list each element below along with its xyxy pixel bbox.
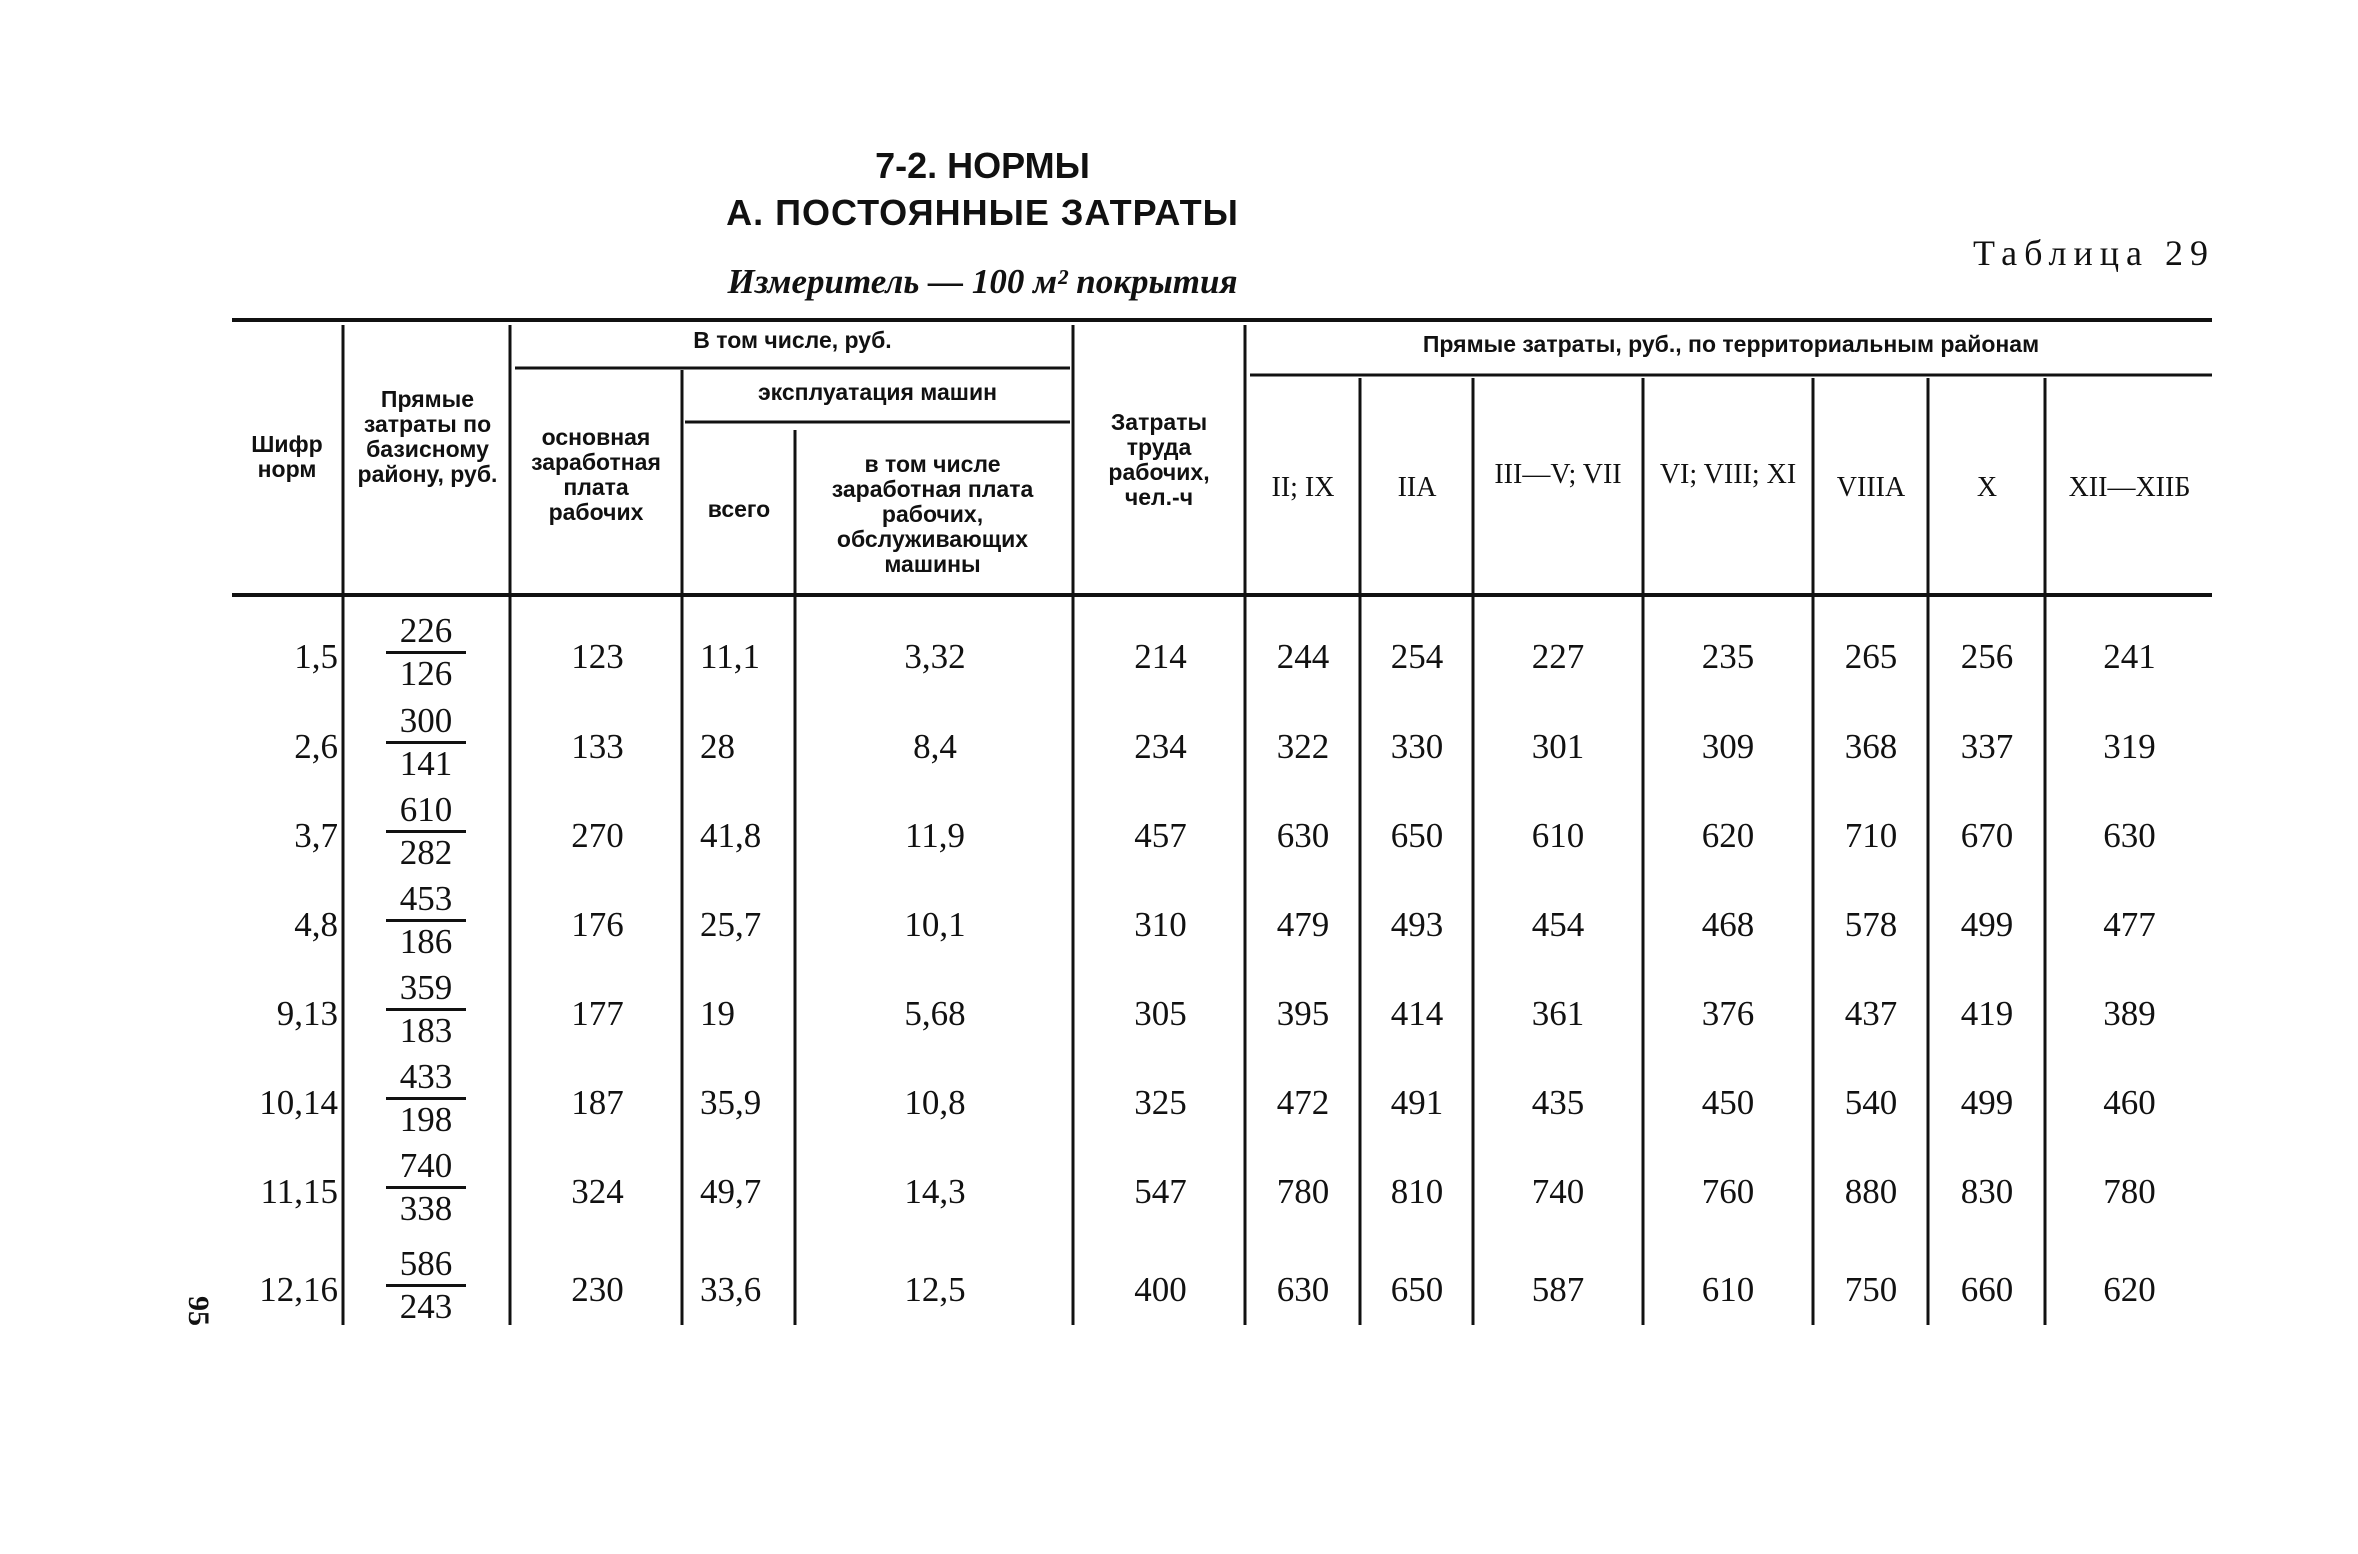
header-region-7: XII—XIIБ [2068, 472, 2191, 503]
cell-region-2: 493 [1390, 905, 1444, 944]
cell-code: 3,7 [294, 816, 338, 855]
direct-cost-denominator: 338 [386, 1186, 466, 1229]
direct-cost-denominator: 126 [386, 651, 466, 694]
header-region-3: III—V; VII [1494, 459, 1622, 490]
cell-base-wage: 177 [571, 994, 624, 1033]
cell-machine-wage: 11,9 [905, 816, 965, 855]
header-base-wage: основная заработная плата рабочих [531, 424, 661, 525]
cell-region-5: 368 [1844, 727, 1898, 766]
cell-region-3: 740 [1531, 1172, 1585, 1211]
section-title: 7-2. НОРМЫ [875, 145, 1090, 186]
cell-region-2: 650 [1390, 816, 1444, 855]
cell-machine-total: 28 [700, 727, 735, 766]
cell-direct-cost [386, 790, 466, 873]
header-machine-total: всего [707, 496, 771, 522]
cell-region-1: 630 [1276, 1270, 1330, 1309]
cell-region-4: 309 [1701, 727, 1755, 766]
header-direct-cost: Прямые затраты по базисному району, руб. [357, 386, 498, 487]
cell-region-1: 322 [1276, 727, 1330, 766]
header-code: Шифр норм [251, 431, 323, 482]
cell-region-5: 710 [1844, 816, 1898, 855]
cell-machine-wage: 3,32 [904, 637, 966, 676]
cell-region-6: 830 [1960, 1172, 2014, 1211]
direct-cost-denominator: 141 [386, 741, 466, 784]
cell-region-1: 395 [1276, 994, 1330, 1033]
cell-region-7: 780 [2103, 1172, 2156, 1211]
cell-direct-cost [386, 968, 466, 1051]
cell-region-6: 499 [1960, 1083, 2014, 1122]
cell-base-wage: 133 [571, 727, 624, 766]
cell-machine-total: 19 [700, 994, 735, 1033]
cell-direct-cost [386, 879, 466, 962]
cell-region-2: 810 [1390, 1172, 1444, 1211]
cell-labor: 310 [1134, 905, 1187, 944]
cell-region-6: 670 [1960, 816, 2014, 855]
direct-cost-numerator: 433 [399, 1057, 453, 1096]
cell-region-7: 460 [2103, 1083, 2156, 1122]
cell-region-4: 610 [1701, 1270, 1755, 1309]
table-label: Таблица 29 [1973, 233, 2215, 273]
direct-cost-numerator: 586 [399, 1244, 453, 1283]
header-incl-group: В том числе, руб. [693, 327, 892, 353]
direct-cost-denominator: 198 [386, 1097, 466, 1140]
header-region-group: Прямые затраты, руб., по территориальным районам [1422, 331, 2040, 357]
header-labor: Затраты труда рабочих, чел.-ч [1108, 409, 1210, 510]
cell-region-6: 337 [1960, 727, 2014, 766]
cell-region-2: 414 [1390, 994, 1444, 1033]
cell-machine-wage: 12,5 [904, 1270, 966, 1309]
header-region-5: VIIIА [1836, 472, 1906, 503]
header-region-4: VI; VIII; XI [1659, 459, 1797, 490]
cell-labor: 400 [1134, 1270, 1187, 1309]
direct-cost-denominator: 243 [386, 1284, 466, 1327]
cell-base-wage: 230 [571, 1270, 624, 1309]
cell-machine-wage: 8,4 [913, 727, 957, 766]
cell-code: 2,6 [294, 727, 338, 766]
cell-direct-cost [386, 1146, 466, 1229]
cell-direct-cost [386, 1057, 466, 1140]
header-machine-group: эксплуатация машин [757, 379, 998, 405]
cell-labor: 234 [1134, 727, 1187, 766]
cell-region-3: 454 [1531, 905, 1585, 944]
cell-machine-total: 35,9 [700, 1083, 762, 1122]
cell-region-2: 491 [1390, 1083, 1444, 1122]
cell-region-6: 419 [1960, 994, 2014, 1033]
cell-region-7: 477 [2103, 905, 2156, 944]
header-region-6: X [1976, 472, 1998, 503]
cell-region-4: 468 [1701, 905, 1755, 944]
cell-region-4: 450 [1701, 1083, 1755, 1122]
cell-machine-total: 25,7 [700, 905, 762, 944]
cell-region-5: 880 [1844, 1172, 1898, 1211]
cell-machine-wage: 14,3 [904, 1172, 966, 1211]
cell-region-1: 479 [1276, 905, 1330, 944]
direct-cost-numerator: 453 [399, 879, 453, 918]
cell-direct-cost [386, 1244, 466, 1327]
cell-code: 1,5 [294, 637, 338, 676]
cell-region-3: 610 [1531, 816, 1585, 855]
cell-labor: 547 [1134, 1172, 1187, 1211]
cell-region-6: 499 [1960, 905, 2014, 944]
unit-caption: Измеритель — 100 м² покрытия [727, 262, 1238, 301]
cell-machine-total: 11,1 [700, 637, 760, 676]
cell-base-wage: 324 [571, 1172, 624, 1211]
cell-base-wage: 270 [571, 816, 624, 855]
cell-region-7: 319 [2103, 727, 2156, 766]
header-region-2: IIА [1397, 472, 1437, 503]
header-region-1: II; IX [1271, 472, 1335, 503]
subsection-title: А. ПОСТОЯННЫЕ ЗАТРАТЫ [726, 192, 1239, 233]
cell-region-3: 361 [1531, 994, 1585, 1033]
cell-region-1: 244 [1276, 637, 1330, 676]
cell-code: 9,13 [276, 994, 338, 1033]
direct-cost-numerator: 610 [399, 790, 453, 829]
direct-cost-numerator: 740 [399, 1146, 453, 1185]
cell-region-3: 227 [1531, 637, 1585, 676]
cell-machine-total: 33,6 [700, 1270, 762, 1309]
cell-region-7: 389 [2103, 994, 2156, 1033]
cell-machine-total: 49,7 [700, 1172, 762, 1211]
direct-cost-denominator: 183 [386, 1008, 466, 1051]
cell-labor: 305 [1134, 994, 1187, 1033]
cell-direct-cost [386, 701, 466, 784]
cell-machine-wage: 10,1 [904, 905, 966, 944]
cell-code: 4,8 [294, 905, 338, 944]
cell-machine-wage: 10,8 [904, 1083, 966, 1122]
direct-cost-numerator: 226 [399, 611, 453, 650]
cell-region-1: 472 [1276, 1083, 1330, 1122]
cell-code: 10,14 [259, 1083, 338, 1122]
direct-cost-numerator: 359 [399, 968, 453, 1007]
cell-region-1: 630 [1276, 816, 1330, 855]
cell-labor: 214 [1134, 637, 1187, 676]
direct-cost-numerator: 300 [399, 701, 453, 740]
cell-region-4: 620 [1701, 816, 1755, 855]
cell-region-6: 660 [1960, 1270, 2014, 1309]
direct-cost-denominator: 282 [386, 830, 466, 873]
cell-base-wage: 187 [571, 1083, 624, 1122]
cell-region-7: 630 [2103, 816, 2156, 855]
cell-region-5: 265 [1844, 637, 1898, 676]
page-number: 95 [182, 1296, 215, 1326]
cell-region-2: 650 [1390, 1270, 1444, 1309]
cell-labor: 457 [1134, 816, 1187, 855]
cell-region-5: 750 [1844, 1270, 1898, 1309]
cell-region-5: 540 [1844, 1083, 1898, 1122]
cell-region-4: 376 [1701, 994, 1755, 1033]
cell-direct-cost [386, 611, 466, 694]
cell-region-3: 435 [1531, 1083, 1585, 1122]
cell-region-6: 256 [1960, 637, 2014, 676]
cell-region-4: 760 [1701, 1172, 1755, 1211]
cell-region-3: 301 [1531, 727, 1585, 766]
cell-region-5: 578 [1844, 905, 1898, 944]
cell-region-5: 437 [1844, 994, 1898, 1033]
cell-region-7: 241 [2103, 637, 2156, 676]
header-machine-wage: в том числе заработная плата рабочих, обслуживающих машины [831, 451, 1034, 577]
cell-labor: 325 [1134, 1083, 1187, 1122]
cell-region-1: 780 [1276, 1172, 1330, 1211]
cell-region-7: 620 [2103, 1270, 2156, 1309]
direct-cost-denominator: 186 [386, 919, 466, 962]
cell-machine-wage: 5,68 [904, 994, 966, 1033]
cell-region-2: 330 [1390, 727, 1444, 766]
cell-code: 12,16 [259, 1270, 338, 1309]
cell-region-4: 235 [1701, 637, 1755, 676]
cell-region-3: 587 [1531, 1270, 1585, 1309]
cell-region-2: 254 [1390, 637, 1444, 676]
cell-base-wage: 176 [571, 905, 624, 944]
cell-code: 11,15 [260, 1172, 338, 1211]
cell-base-wage: 123 [571, 637, 624, 676]
cell-machine-total: 41,8 [700, 816, 762, 855]
